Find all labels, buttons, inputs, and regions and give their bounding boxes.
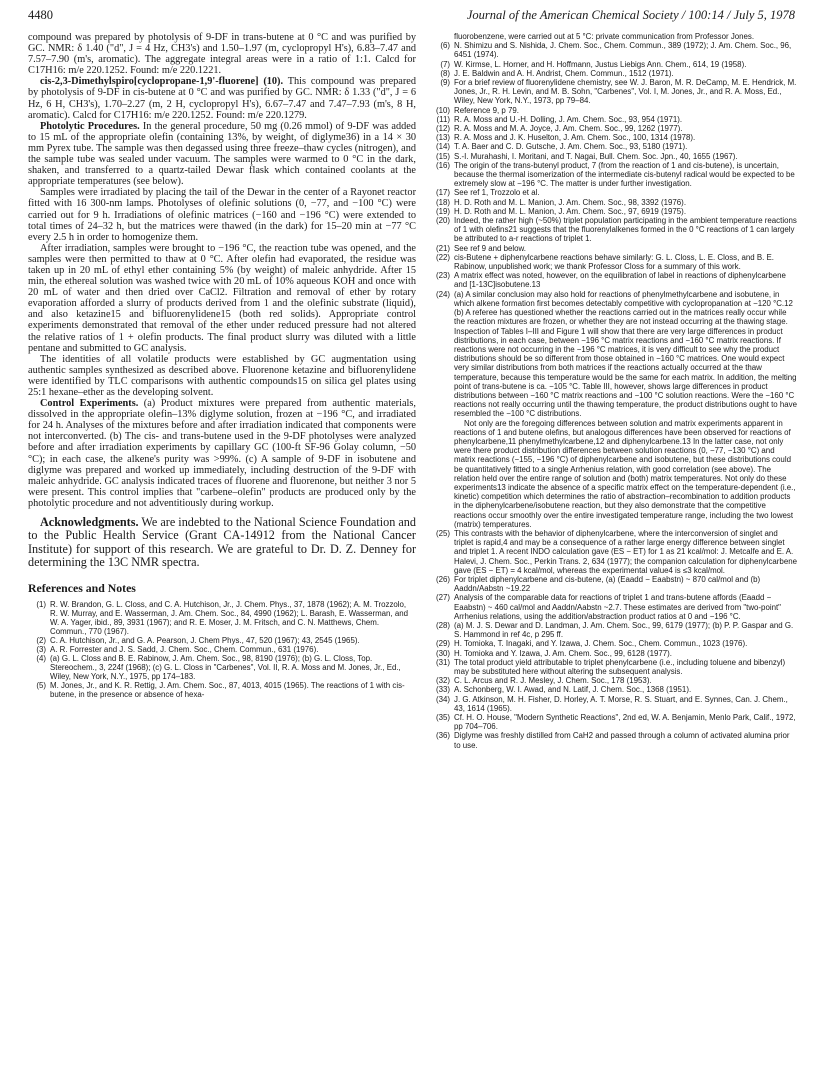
reference-item [432,731,798,749]
reference-number: (20) [435,216,450,226]
reference-item [432,188,798,197]
photolytic-procedures-text: In the general procedure, 50 mg (0.26 mmol) of 9-DF was added to 15 mL of the appropriate olefin (containing 13%, by weight, of diglyme36) in a 14 × 30 mm Pyrex tube. The sample was then degassed using three freeze–thaw cycles (nitrogen), and the sample tube was sealed under vacuum. The samples were warmed to 0 °C in the dark, shaken, and transferred to a quartz-tailed Dewar flask which contained coolants at the appropriate temperatures (see below). [28,120,416,188]
reference-number: (14) [435,142,450,152]
reference-item [432,32,798,41]
reference-item [432,78,798,106]
reference-text-continued: Not only are the foregoing differences between solution and matrix experiments apparent in reactions of 1 and butene olefins, but analogous differences have been observed for reactions of phenylcarbene,11 phenylmethylcarbene,12 and diphenylcarbene.13 In the latter case, not only were there product distribution differences between solution reactions (0, −77, −130 °C) and matrix reactions (−155, −196 °C) of diphenylcarbene and isobutene, but these distributions could be quantitatively fitted to a single Arrhenius relation, with good correlation (see above). The relation held over the entire range of solution and (both) matrix temperatures. Not only do these experiments13 indicate the absence of a specific matrix effect on the temperature-dependent (i.e., kinetic) competition which determines the ratio of abstraction–recombination to addition products in the diphenylcarbene/isobutene reaction, but they also demonstrate that the competitive reactions occur smoothly over the entire investigated temperature range, including the two lowest (matrix) temperatures. [454,418,796,529]
reference-list-right [432,32,798,750]
reference-item [432,124,798,133]
reference-text: R. A. Moss and U.-H. Dolling, J. Am. Chem. Soc., 93, 954 (1971). [454,114,683,124]
reference-item [432,60,798,69]
left-column [28,32,416,1062]
reference-item [432,207,798,216]
reference-number: (29) [435,639,450,649]
reference-text: H. D. Roth and M. L. Manion, J. Am. Chem. Soc., 97, 6919 (1975). [454,206,687,216]
reference-text: M. Jones, Jr., and K. R. Rettig, J. Am. Chem. Soc., 87, 4013, 4015 (1965). The reactions of 1 with cis-butene, in the presence or absence of hexa- [50,680,405,699]
reference-item [432,695,798,713]
reference-number: (26) [435,574,450,584]
reference-text: J. E. Baldwin and A. H. Andrist, Chem. Commun., 1512 (1971). [454,68,674,78]
reference-text: The origin of the trans-butenyl product, 7 (from the reaction of 1 and cis-butene), is uncertain, because the thermal isomerization of the intermediate cis-butenyl radical would be expected to be extremely slow at −196 °C. The matter is under further investigation. [454,160,795,189]
reference-number: (25) [435,528,450,538]
reference-number: (16) [435,160,450,170]
reference-number: (23) [435,271,450,281]
reference-number: (9) [440,78,450,88]
reference-text: (a) M. J. S. Dewar and D. Landman, J. Am. Chem. Soc., 99, 6179 (1977); (b) P. P. Gaspar and G. S. Hammond in ref 4c, p 295 ff. [454,621,794,640]
reference-number: (22) [435,252,450,262]
reference-text: A matrix effect was noted, however, on the equilibration of label in reactions of diphenylcarbene and [1-13C]isobutene.13 [454,271,786,290]
reference-number: (6) [440,41,450,51]
reference-number: (5) [36,680,46,690]
reference-number: (36) [435,731,450,741]
reference-number: (13) [435,133,450,143]
page-header [28,8,795,26]
paragraph-identification: The identities of all volatile products were established by GC augmentation using authentic samples synthesized as described above. Fluorenone ketazine and bifluorenylidene were identified by TLC comparisons with authentic compounds15 on silica gel plates using 25:1 hexane–ether as the developing solvent. [28,353,416,398]
reference-item [432,290,798,529]
reference-item [432,161,798,189]
reference-text: J. G. Atkinson, M. H. Fisher, D. Horley, A. T. Morse, R. S. Stuart, and E. Synnes, Can. J. Chem., 43, 1614 (1965). [454,694,788,713]
reference-number: (28) [435,621,450,630]
reference-number: (1) [36,599,46,609]
reference-number: (11) [436,114,450,124]
reference-number: (34) [435,694,450,704]
reference-text: (a) G. L. Closs and B. E. Rabinow, J. Am. Chem. Soc., 98, 8190 (1976); (b) G. L. Closs, Top. Stereochem., 3, 224f (1968); (c) G. L. Closs in "Carbenes", Vol. II, R. A. Moss and M. Jones, Jr., Ed., Wiley, New York, N.Y., 1975, pp 174–183. [50,653,401,681]
reference-item [432,244,798,253]
control-experiments-text: (a) Product mixtures were prepared from authentic materials, dissolved in the appropriate olefin–13% diglyme solution, frozen at −196 °C, and irradiated for 24 h. Analyses of the mixtures before and after irradiation indicated that components were not interconverted. (b) The cis- and trans-butene used in the 9-DF photolyses were analyzed before and after irradiation experiments by capillary GC (100-ft SF-96 Golay column, −50 °C); in each case, the alkene's purity was >99%. (c) A sample of 9-DF in isobutene and diglyme was prepared and worked up immediately, including destruction of the 9-DF with maleic anhydride. GC analysis indicated traces of fluorene and fluorenone, but neither 3 nor 5 were present. This control implies that "carbene–olefin" products are produced only by the photolytic procedure and not adventitiously during workup. [28,398,416,509]
reference-item [432,685,798,694]
reference-number: (15) [435,151,450,161]
paragraph-photolytic-procedures [28,121,416,188]
reference-text: R. W. Brandon, G. L. Closs, and C. A. Hutchison, Jr., J. Chem. Phys., 37, 1878 (1962); A. M. Trozzolo, R. W. Murray, and E. Wasserman, J. Am. Chem. Soc., 84, 4990 (1962); L. Barash, E. Wasserman, and W. A. Yager, ibid., 89, 3931 (1967); and R. E. Moser, J. M. Fritsch, and C. N. Matthews, Chem. Commun., 770 (1967). [50,599,408,636]
reference-number: (3) [36,644,46,654]
reference-text: R. A. Moss and M. A. Joyce, J. Am. Chem. Soc., 99, 1262 (1977). [454,124,683,134]
reference-item [432,575,798,593]
reference-text: For triplet diphenylcarbene and cis-butene, (a) (Eaadd − Eaabstn) ~ 870 cal/mol and (b) Aaddn/Aabstn ~19.22 [454,574,761,594]
reference-text: fluorobenzene, were carried out at 5 °C: private communication from Professor Jones. [454,32,755,41]
photolytic-procedures-heading: Photolytic Procedures. [40,120,140,132]
reference-text: Indeed, the rather high (~50%) triplet population participating in the ambient temperature reactions of 1 with olefins21 suggests that the fluorenylalkenes formed in the 0 °C reactions of 1 can largely be attributed to a-r reactions of triplet 1. [454,216,797,244]
reference-text: The total product yield attributable to triplet phenylcarbene (i.e., including toluene and bibenzyl) may be substituted here without altering the subsequent analysis. [454,657,786,677]
reference-item [28,681,416,699]
compound-10-heading: cis-2,3-Dimethylspiro[cyclopropane-1,9'-fluorene] (10). [40,76,284,88]
reference-list-left [28,600,416,699]
reference-item [432,253,798,271]
paragraph-acknowledgments [28,516,416,570]
reference-text: Analysis of the comparable data for reactions of triplet 1 and trans-butene affords (Eaadd − Eaabstn) ~ 460 cal/mol and Aaddn/Aabstn ~2.7. These estimates are derived from "two-point" Arrhenius relations, using the addition/abstraction product ratios at 0 and −196 °C. [454,593,781,621]
reference-text: C. L. Arcus and R. J. Mesley, J. Chem. Soc., 178 (1953). [454,676,652,686]
reference-number: (19) [435,206,450,216]
reference-number: (27) [435,593,450,603]
acknowledgments-text: We are indebted to the National Science Foundation and to the Public Health Service (Grant CA-14912 from the National Cancer Institute) for support of this research. We are grateful to Dr. D. Z. Denney for determining the 13C NMR spectra. [28,515,416,570]
right-column [432,32,798,1064]
reference-item [432,216,798,244]
reference-number: (12) [435,124,450,134]
paragraph-compound-9: compound was prepared by photolysis of 9-DF in trans-butene at 0 °C and was purified by GC. NMR: δ 1.40 ("d", J = 4 Hz, CH3's) and 1.50–1.97 (m, cyclopropyl H's), 6.83–7.47 and 7.57–7.90 (m's, aromatic). The aggregate integral areas were in a ratio of 1:1. Calcd for C17H16: m/e 220.1252. Found: m/e 220.1221. [28,32,416,77]
reference-item [28,636,416,645]
reference-item [432,649,798,658]
paragraph-irradiation: Samples were irradiated by placing the tail of the Dewar in the center of a Rayonet reactor fitted with 16 300-nm lamps. Photolyses of olefinic solutions (0, −77, and −100 °C) were carried out for 9 h. Irradiations of olefinic matrices (−160 and −196 °C) were extended to total times of 24–32 h, but the matrices were thawed (in the dark) for 15–20 min at −77 °C every 2.5 h in order to homogenize them. [28,187,416,243]
reference-text: A. Schonberg, W. I. Awad, and N. Latif, J. Chem. Soc., 1368 (1951). [454,685,692,695]
paragraph-compound-10 [28,76,416,120]
paragraph-workup: After irradiation, samples were brought to −196 °C, the reaction tube was opened, and the samples were then permitted to thaw at 0 °C. After olefin had evaporated, the residue was taken up in 20 mL of ethyl ether containing 5% (by weight) of maleic anhydride. After 15 min, the ethereal solution was washed twice with 20 mL of 10% aqueous KOH and once with 20 mL of water and then dried over CaCl2. Filtration and removal of ether by rotary evaporation afforded a slurry of products derived from 1 and the olefinic substrate (liquid), and also ketazine15 and bifluorenylidene15 (both red solids). Appropriate control experiments demonstrated that removal of the ether under reduced pressure had not altered the relative ratios of 1 + olefin products. The final product slurry was diluted with a little pentane and submitted to GC analysis. [28,242,416,354]
reference-number: (17) [435,188,450,198]
reference-text: Diglyme was freshly distilled from CaH2 and passed through a column of activated alumina prior to use. [454,731,790,750]
running-head: Journal of the American Chemical Society / 100:14 / July 5, 1978 [466,8,795,22]
reference-item [432,133,798,142]
reference-text: H. Tomioka, T. Inagaki, and Y. Izawa, J. Chem. Soc., Chem. Commun., 1023 (1976). [454,639,748,649]
reference-text: N. Shimizu and S. Nishida, J. Chem. Soc., Chem. Commun., 389 (1972); J. Am. Chem. Soc., 96, 6451 (1974). [454,41,792,60]
reference-number: (2) [36,635,46,645]
reference-item [432,639,798,648]
reference-number: (21) [435,243,450,253]
reference-number: (30) [435,648,450,658]
reference-text: H. Tomioka and Y. Izawa, J. Am. Chem. Soc., 99, 6128 (1977). [454,648,672,658]
reference-text: S.-I. Murahashi, I. Moritani, and T. Nagai, Bull. Chem. Soc. Jpn., 40, 1655 (1967). [454,151,738,161]
reference-text: See ref 9 and below. [454,243,526,253]
reference-number: (33) [435,685,450,695]
reference-text: (a) A similar conclusion may also hold for reactions of phenylmethylcarbene and isobutene, in which alkene formation first becomes detectably competitive with cyclopropanation at −120 °C.12 (b) A referee has questioned whether the reactions carried out in the matrices really occur while the reaction mixtures are frozen, or whether they are not instead occurring at the thawing stage. Inspection of Tables I–III and Figure 1 will show that there are very large differences in product distributions, in each case, between −196 °C matrix reactions and −160 °C matrix reactions. If reactions were not occurring in the −196 °C matrices, it is very difficult to see why the product distributions should be so different from those obtained in −160 °C matrices. One would expect very similar distributions from both matrices if the reactions actually occurred at the thaw temperature, because this temperature would be the same for each matrix. In addition, the melting point of trans-butene is ca. −105 °C. Table III, however, shows large differences in product distributions between −160 °C matrix reactions and −100 °C solution reactions. Were the −160 °C reactions not really occurring until the thawing temperature, the product distributions ought to have resembled the −100 °C distributions. [454,289,798,419]
reference-number: (18) [435,197,450,207]
reference-item [432,115,798,124]
reference-text: For a brief review of fluorenylidene chemistry, see W. J. Baron, M. R. DeCamp, M. E. Hendrick, M. Jones, Jr., R. H. Levin, and M. B. Sohn, "Carbenes", Vol. I, M. Jones, Jr., and R. A. Moss, Ed., Wiley, New York, N.Y., 1973, pp 79–84. [454,78,797,106]
reference-text: T. A. Baer and C. D. Gutsche, J. Am. Chem. Soc., 93, 5180 (1971). [454,142,688,152]
reference-item [432,621,798,639]
reference-item [432,713,798,731]
reference-item [432,106,798,115]
reference-item [432,676,798,685]
reference-number: (31) [435,657,450,667]
reference-item [28,600,416,636]
reference-number: (35) [435,713,450,723]
reference-item [432,593,798,621]
reference-item [28,654,416,681]
reference-text: cis-Butene + diphenylcarbene reactions behave similarly: G. L. Closs, L. E. Closs, and B. E. Rabinow, unpublished work; we thank Professor Closs for a summary of this work. [454,252,774,272]
reference-number: (10) [435,105,450,115]
reference-number: (7) [440,59,450,69]
reference-number: (32) [435,676,450,686]
reference-text: See ref 1, Trozzolo et al. [454,188,540,198]
reference-number: (24) [435,289,450,299]
control-experiments-heading: Control Experiments. [40,398,139,410]
reference-item [432,529,798,575]
reference-item [432,152,798,161]
reference-text: C. A. Hutchison, Jr., and G. A. Pearson, J. Chem Phys., 47, 520 (1967); 43, 2545 (1965). [50,635,360,645]
reference-text: W. Kirmse, L. Horner, and H. Hoffmann, Justus Liebigs Ann. Chem., 614, 19 (1958). [454,59,747,69]
reference-item [28,645,416,654]
reference-text: Cf. H. O. House, "Modern Synthetic Reactions", 2nd ed, W. A. Benjamin, Menlo Park, Calif., 1972, pp 704–706. [454,713,796,732]
reference-item [432,198,798,207]
compound-10-text: This compound was prepared by photolysis of 9-DF in cis-butene at 0 °C and was purified by GC. NMR: δ 1.33 ("d", J = 6 Hz, 6 H, CH3's), 1.70–2.27 (m, 2 H, cyclopropyl H's), 6.67–7.47 and 7.47–7.93 (m's, 8 H, aromatic). Calcd for C17H16: m/e 220.1252. Found: m/e 220.1279. [28,76,416,121]
reference-number: (4) [36,653,46,663]
reference-text: This contrasts with the behavior of diphenylcarbene, where the interconversion of singlet and triplet is rapid,4 and may be a consequence of a rather large energy difference between singlet and triplet 1. A recent INDO calculation gave (ES − ET) for 1 as 21 kcal/mol: J. Metcalfe and E. A. Halevi, J. Chem. Soc., Perkin Trans. 2, 634 (1977); the companion calculation for diphenylcarbene gave (ES − ET) = 4 kcal/mol, whereas the experimental value4 is ≤3 kcal/mol. [454,528,797,575]
paragraph-control-experiments [28,398,416,509]
reference-text: H. D. Roth and M. L. Manion, J. Am. Chem. Soc., 98, 3392 (1976). [454,197,687,207]
reference-item [432,41,798,59]
reference-item [432,142,798,151]
reference-item [432,271,798,289]
references-heading: References and Notes [28,580,136,595]
reference-item [432,69,798,78]
reference-item [432,658,798,676]
reference-number: (8) [440,68,450,78]
acknowledgments-heading: Acknowledgments. [40,515,139,530]
reference-text: A. R. Forrester and J. S. Sadd, J. Chem. Soc., Chem. Commun., 631 (1976). [50,644,319,654]
reference-text: Reference 9, p 79. [454,105,519,115]
page-number: 4480 [28,8,53,22]
reference-text: R. A. Moss and J. K. Huselton, J. Am. Chem. Soc., 100, 1314 (1978). [454,133,696,143]
